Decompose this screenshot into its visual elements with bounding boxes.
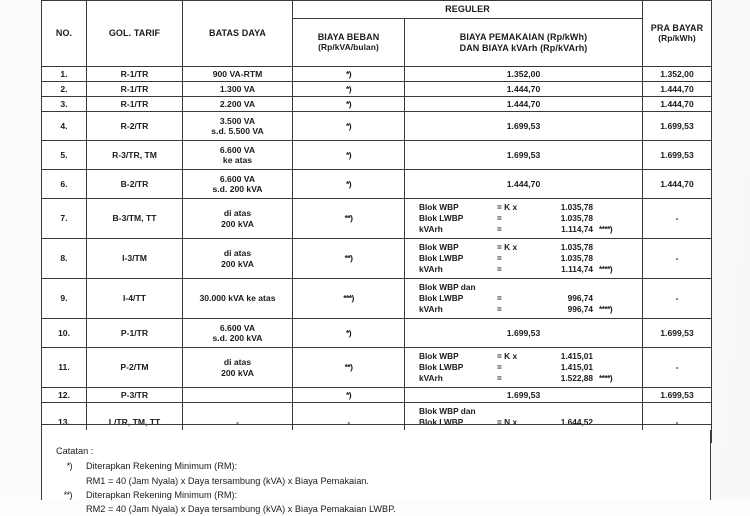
- cell-batas-daya: 30.000 kVA ke atas: [183, 279, 293, 319]
- header-reguler: REGULER: [293, 1, 643, 19]
- block-detail: Blok WBP = K x 1.415,01 Blok LWBP = 1.415,01 kVArh = 1.522,88 ****): [419, 351, 613, 383]
- cell-pra-bayar: 1.699,53: [643, 388, 712, 403]
- table-row: [42, 67, 712, 82]
- cell-biaya-beban: *): [293, 82, 405, 97]
- cell-biaya-beban: **): [293, 239, 405, 279]
- cell-no: 3.: [42, 97, 87, 112]
- cell-pra-bayar: 1.699,53: [643, 319, 712, 348]
- cell-gol-tarif: P-3/TR: [87, 388, 183, 403]
- cell-batas-daya: 6.600 VA ke atas: [183, 141, 293, 170]
- cell-biaya-beban: *): [293, 388, 405, 403]
- header-batas-daya: BATAS DAYA: [183, 1, 293, 67]
- table-row: [42, 279, 712, 319]
- cell-biaya-beban: *): [293, 319, 405, 348]
- cell-gol-tarif: P-2/TM: [87, 348, 183, 388]
- cell-pra-bayar: -: [643, 199, 712, 239]
- cell-biaya-pemakaian: [405, 279, 643, 319]
- cell-pra-bayar: -: [643, 239, 712, 279]
- cell-pra-bayar: 1.699,53: [643, 141, 712, 170]
- cell-gol-tarif: L/TR, TM, TT: [87, 403, 183, 443]
- cell-gol-tarif: P-1/TR: [87, 319, 183, 348]
- block-detail: Blok WBP = K x 1.035,78 Blok LWBP = 1.035,78 kVArh = 1.114,74 ****): [419, 202, 613, 234]
- cell-batas-daya: [183, 388, 293, 403]
- cell-batas-daya: 2.200 VA: [183, 97, 293, 112]
- cell-no: 1.: [42, 67, 87, 82]
- cell-no: 10.: [42, 319, 87, 348]
- cell-gol-tarif: R-1/TR: [87, 67, 183, 82]
- block-detail: Blok WBP dan Blok LWBP = 996,74 kVArh = 996,74 ****): [419, 282, 613, 314]
- cell-biaya-pemakaian: 1.699,53: [405, 319, 643, 348]
- cell-gol-tarif: B-3/TM, TT: [87, 199, 183, 239]
- cell-pra-bayar: 1.444,70: [643, 82, 712, 97]
- cell-no: 2.: [42, 82, 87, 97]
- cell-no: 11.: [42, 348, 87, 388]
- cell-pra-bayar: -: [643, 403, 712, 443]
- cell-batas-daya: 6.600 VA s.d. 200 kVA: [183, 170, 293, 199]
- cell-biaya-pemakaian: 1.699,53: [405, 388, 643, 403]
- cell-batas-daya: di atas 200 kVA: [183, 239, 293, 279]
- note-marker: **): [63, 489, 72, 500]
- header-biaya-pemakaian: [405, 19, 643, 67]
- note-line-1: Diterapkan Rekening Minimum (RM):: [86, 461, 238, 472]
- header-biaya-pemakaian-line1: BIAYA PEMAKAIAN (Rp/kWh): [459, 31, 588, 42]
- header-pra-bayar: [643, 1, 712, 67]
- cell-no: 6.: [42, 170, 87, 199]
- header-gol-tarif: GOL. TARIF: [87, 1, 183, 67]
- cell-biaya-pemakaian: 1.699,53: [405, 141, 643, 170]
- cell-batas-daya: 1.300 VA: [183, 82, 293, 97]
- cell-no: 13.: [42, 403, 87, 443]
- cell-batas-daya: 900 VA-RTM: [183, 67, 293, 82]
- cell-biaya-pemakaian: 1.444,70: [405, 82, 643, 97]
- header-biaya-beban-label: BIAYA BEBAN: [317, 32, 380, 43]
- cell-biaya-pemakaian: 1.352,00: [405, 67, 643, 82]
- cell-gol-tarif: R-1/TR: [87, 82, 183, 97]
- cell-biaya-beban: **): [293, 199, 405, 239]
- cell-pra-bayar: -: [643, 279, 712, 319]
- header-biaya-pemakaian-line2: DAN BIAYA kVArh (Rp/kVArh): [459, 42, 588, 53]
- cell-biaya-beban: **): [293, 348, 405, 388]
- table-header: [42, 1, 712, 67]
- table-row: [42, 82, 712, 97]
- cell-no: 7.: [42, 199, 87, 239]
- cell-no: 4.: [42, 112, 87, 141]
- note-item: [56, 488, 710, 516]
- cell-biaya-pemakaian: [405, 199, 643, 239]
- cell-pra-bayar: 1.444,70: [643, 170, 712, 199]
- table-row: [42, 170, 712, 199]
- header-biaya-beban-unit: (Rp/kVA/bulan): [318, 41, 379, 52]
- header-pra-bayar-label: PRA BAYAR: [650, 23, 704, 34]
- cell-gol-tarif: R-1/TR: [87, 97, 183, 112]
- cell-biaya-pemakaian: [405, 239, 643, 279]
- table-row: [42, 348, 712, 388]
- cell-biaya-beban: *): [293, 112, 405, 141]
- cell-batas-daya: 3.500 VA s.d. 5.500 VA: [183, 112, 293, 141]
- cell-biaya-pemakaian: [405, 348, 643, 388]
- notes-title: Catatan :: [56, 446, 94, 456]
- cell-biaya-beban: *): [293, 170, 405, 199]
- table-row: [42, 319, 712, 348]
- table-row: [42, 141, 712, 170]
- cell-biaya-beban: *): [293, 97, 405, 112]
- note-line-1: Diterapkan Rekening Minimum (RM):: [86, 489, 238, 500]
- header-biaya-beban: [293, 19, 405, 67]
- cell-biaya-pemakaian: 1.699,53: [405, 112, 643, 141]
- note-line-2: RM2 = 40 (Jam Nyala) x Daya tersambung (kVA) x Biaya Pemakaian LWBP.: [86, 504, 396, 514]
- cell-batas-daya: di atas 200 kVA: [183, 199, 293, 239]
- table-row: [42, 199, 712, 239]
- cell-no: 9.: [42, 279, 87, 319]
- block-detail: Blok WBP dan Blok LWBP = N x 1.644,52: [419, 406, 593, 428]
- table-body: [42, 67, 712, 443]
- notes-list: [56, 459, 710, 516]
- cell-pra-bayar: 1.444,70: [643, 97, 712, 112]
- cell-batas-daya: 6.600 VA s.d. 200 kVA: [183, 319, 293, 348]
- cell-no: 8.: [42, 239, 87, 279]
- cell-gol-tarif: R-2/TR: [87, 112, 183, 141]
- block-detail: Blok WBP = K x 1.035,78 Blok LWBP = 1.035,78 kVArh = 1.114,74 ****): [419, 242, 613, 274]
- notes-section: [41, 430, 711, 514]
- cell-pra-bayar: 1.352,00: [643, 67, 712, 82]
- header-pra-bayar-unit: (Rp/kWh): [658, 32, 696, 43]
- table-row: [42, 112, 712, 141]
- cell-biaya-pemakaian: 1.444,70: [405, 97, 643, 112]
- cell-gol-tarif: I-4/TT: [87, 279, 183, 319]
- cell-biaya-pemakaian: 1.444,70: [405, 170, 643, 199]
- table-row: [42, 97, 712, 112]
- cell-batas-daya: di atas 200 kVA: [183, 348, 293, 388]
- table-row: [42, 388, 712, 403]
- note-marker: *): [66, 461, 72, 472]
- cell-pra-bayar: 1.699,53: [643, 112, 712, 141]
- notes-top-rule: [41, 424, 711, 425]
- note-item: [56, 459, 710, 488]
- note-text: [86, 488, 710, 516]
- cell-no: 12.: [42, 388, 87, 403]
- header-no: NO.: [42, 1, 87, 67]
- header-row-group: [42, 1, 712, 19]
- cell-biaya-beban: *): [293, 141, 405, 170]
- note-line-2: RM1 = 40 (Jam Nyala) x Daya tersambung (kVA) x Biaya Pemakaian.: [86, 475, 369, 486]
- table-row: [42, 239, 712, 279]
- cell-gol-tarif: R-3/TR, TM: [87, 141, 183, 170]
- cell-gol-tarif: I-3/TM: [87, 239, 183, 279]
- cell-batas-daya: -: [183, 403, 293, 443]
- electricity-tariff-table: [41, 0, 712, 443]
- cell-gol-tarif: B-2/TR: [87, 170, 183, 199]
- cell-biaya-beban: -: [293, 403, 405, 443]
- cell-pra-bayar: -: [643, 348, 712, 388]
- cell-biaya-beban: ***): [293, 279, 405, 319]
- cell-no: 5.: [42, 141, 87, 170]
- tariff-table-container: [41, 0, 711, 443]
- note-text: [86, 459, 710, 488]
- cell-biaya-beban: *): [293, 67, 405, 82]
